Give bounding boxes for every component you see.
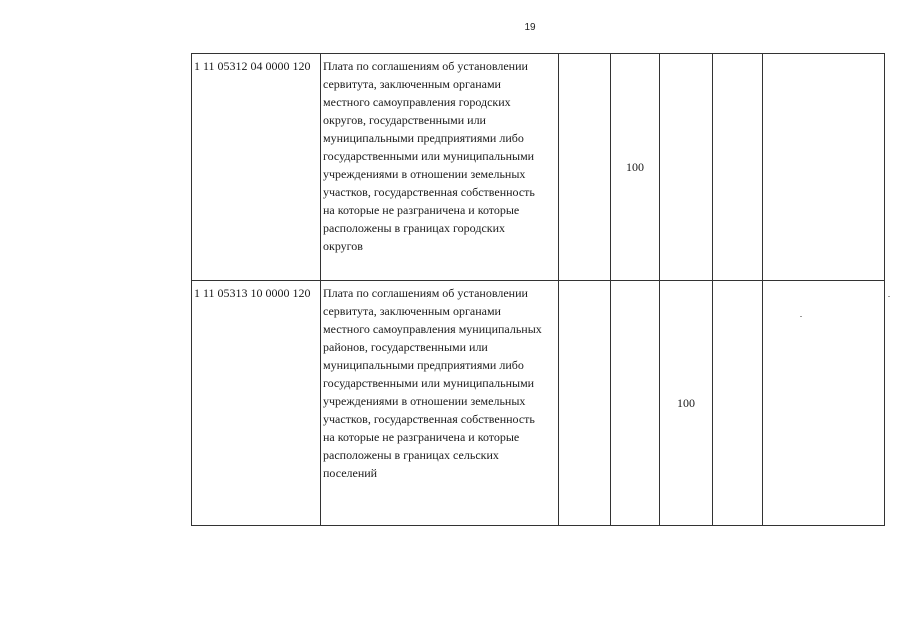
description-line: местного самоуправления муниципальных [323, 322, 542, 336]
value-cell [713, 54, 763, 281]
description-line: учреждениями в отношении земельных [323, 167, 526, 181]
value-cell [763, 54, 885, 281]
scan-speck [800, 316, 802, 317]
value-cell [660, 54, 713, 281]
code-cell: 1 11 05312 04 0000 120 [192, 54, 321, 281]
description-line: районов, государственными или [323, 340, 488, 354]
description-line: учреждениями в отношении земельных [323, 394, 526, 408]
description-line: участков, государственная собственность [323, 412, 535, 426]
value-cell [559, 281, 611, 526]
code-cell: 1 11 05313 10 0000 120 [192, 281, 321, 526]
description-line: округов [323, 239, 363, 253]
value-cell [611, 281, 660, 526]
value-cell [713, 281, 763, 526]
page-number: 19 [524, 22, 536, 33]
description-line: участков, государственная собственность [323, 185, 535, 199]
value-cell [763, 281, 885, 526]
table-row [192, 54, 885, 281]
scan-speck [888, 296, 890, 297]
description-line: государственными или муниципальными [323, 376, 535, 390]
value-cell: 100 [611, 54, 660, 281]
description-line: расположены в границах городских [323, 221, 506, 235]
description-line: расположены в границах сельских [323, 448, 499, 462]
description-line: поселений [323, 466, 378, 480]
revenue-table [191, 53, 885, 526]
description-line: сервитута, заключенным органами [323, 304, 501, 318]
table-row [192, 281, 885, 526]
value-cell: 100 [660, 281, 713, 526]
description-line: сервитута, заключенным органами [323, 77, 501, 91]
description-cell [321, 54, 559, 281]
description-line: на которые не разграничена и которые [323, 203, 520, 217]
description-line: местного самоуправления городских [323, 95, 511, 109]
description-line: Плата по соглашениям об установлении [323, 59, 528, 73]
value-cell [559, 54, 611, 281]
description-line: муниципальными предприятиями либо [323, 131, 524, 145]
description-line: Плата по соглашениям об установлении [323, 286, 528, 300]
description-line: на которые не разграничена и которые [323, 430, 520, 444]
description-line: государственными или муниципальными [323, 149, 535, 163]
description-cell [321, 281, 559, 526]
description-line: округов, государственными или [323, 113, 486, 127]
description-line: муниципальными предприятиями либо [323, 358, 524, 372]
